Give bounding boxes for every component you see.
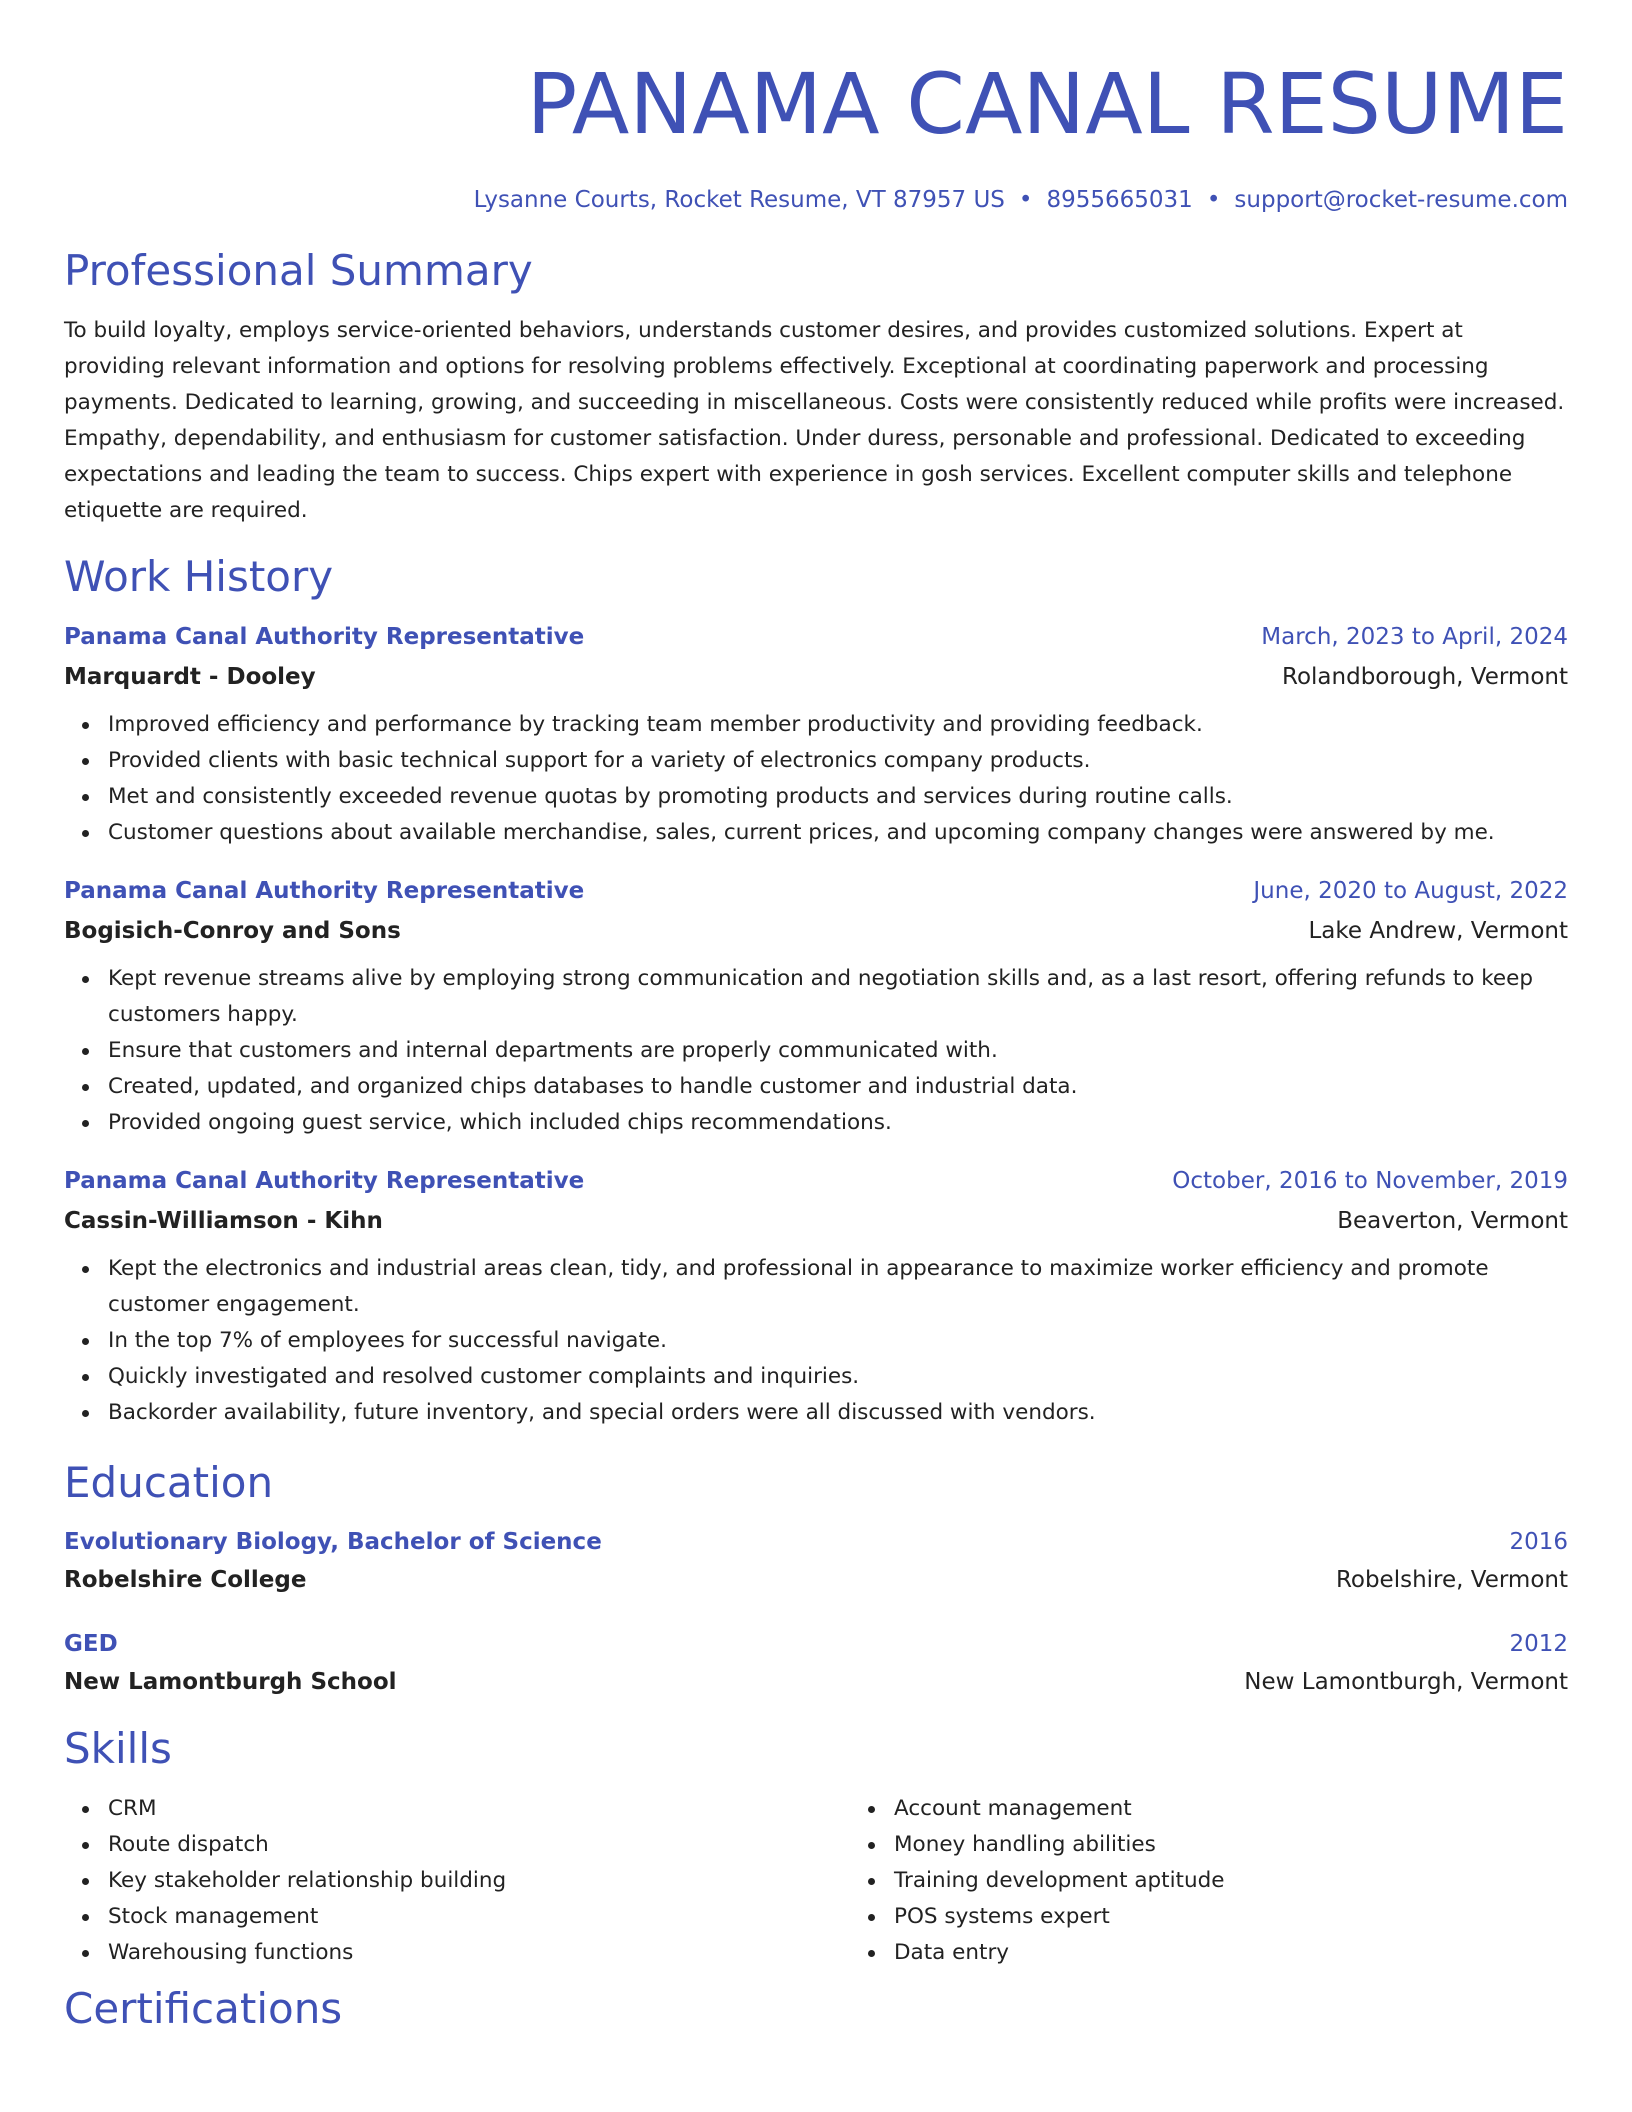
education-degree: GED <box>64 1631 118 1657</box>
list-item: Backorder availability, future inventory, and special orders were all discussed with vendors. <box>108 1395 1568 1431</box>
education-entry <box>64 1523 1568 1599</box>
job-location: Beaverton, Vermont <box>1337 1208 1568 1234</box>
list-item: Provided ongoing guest service, which included chips recommendations. <box>108 1105 1568 1141</box>
education-year: 2016 <box>1509 1529 1568 1555</box>
job-company: Cassin-Williamson - Kihn <box>64 1208 383 1234</box>
job-entry <box>64 617 1568 851</box>
contact-separator: • <box>1018 187 1033 213</box>
job-company: Marquardt - Dooley <box>64 664 316 690</box>
list-item: Route dispatch <box>108 1827 850 1863</box>
job-title: Panama Canal Authority Representative <box>64 1168 585 1194</box>
education-heading: Education <box>64 1458 274 1507</box>
job-location: Rolandborough, Vermont <box>1282 664 1568 690</box>
job-dates: October, 2016 to November, 2019 <box>1172 1168 1568 1194</box>
job-dates: March, 2023 to April, 2024 <box>1261 624 1568 650</box>
contact-line <box>64 185 1568 215</box>
resume-header <box>64 0 1568 215</box>
education-entry <box>64 1625 1568 1701</box>
list-item: Provided clients with basic technical support for a variety of electronics company products. <box>108 743 1568 779</box>
list-item: CRM <box>108 1791 850 1827</box>
list-item: Stock management <box>108 1899 850 1935</box>
list-item: Data entry <box>894 1935 1225 1971</box>
list-item: Kept revenue streams alive by employing strong communication and negotiation skills and, as a last resort, offering refunds to keep customers happy. <box>108 961 1568 1033</box>
certifications-heading: Certifications <box>64 1984 343 2033</box>
job-title: Panama Canal Authority Representative <box>64 878 585 904</box>
education-school: Robelshire College <box>64 1567 307 1593</box>
contact-phone: 8955665031 <box>1046 187 1193 213</box>
job-company: Bogisich-Conroy and Sons <box>64 918 401 944</box>
summary-heading: Professional Summary <box>64 246 533 295</box>
list-item: Money handling abilities <box>894 1827 1225 1863</box>
list-item: Improved efficiency and performance by tracking team member productivity and providing feedback. <box>108 707 1568 743</box>
list-item: Created, updated, and organized chips databases to handle customer and industrial data. <box>108 1069 1568 1105</box>
contact-email: support@rocket-resume.com <box>1234 187 1568 213</box>
contact-separator: • <box>1206 187 1221 213</box>
list-item: Ensure that customers and internal departments are properly communicated with. <box>108 1033 1568 1069</box>
job-entry <box>64 871 1568 1141</box>
list-item: Met and consistently exceeded revenue quotas by promoting products and services during routine calls. <box>108 779 1568 815</box>
list-item: In the top 7% of employees for successful navigate. <box>108 1323 1568 1359</box>
list-item: Warehousing functions <box>108 1935 850 1971</box>
list-item: Key stakeholder relationship building <box>108 1863 850 1899</box>
contact-address: Lysanne Courts, Rocket Resume, VT 87957 US <box>473 187 1005 213</box>
list-item: Kept the electronics and industrial areas clean, tidy, and professional in appearance to maximize worker efficiency and promote customer engagement. <box>108 1251 1568 1323</box>
job-title: Panama Canal Authority Representative <box>64 624 585 650</box>
resume-name: PANAMA CANAL RESUME <box>526 55 1568 153</box>
job-dates: June, 2020 to August, 2022 <box>1253 878 1568 904</box>
skills-grid <box>64 1791 1568 1971</box>
list-item: POS systems expert <box>894 1899 1225 1935</box>
education-school: New Lamontburgh School <box>64 1669 397 1695</box>
job-location: Lake Andrew, Vermont <box>1308 918 1568 944</box>
job-bullets <box>64 1251 1568 1431</box>
list-item: Quickly investigated and resolved customer complaints and inquiries. <box>108 1359 1568 1395</box>
skills-column-right <box>850 1791 1225 1971</box>
education-degree: Evolutionary Biology, Bachelor of Science <box>64 1529 602 1555</box>
job-entry <box>64 1161 1568 1431</box>
education-year: 2012 <box>1509 1631 1568 1657</box>
job-bullets <box>64 707 1568 851</box>
job-bullets <box>64 961 1568 1141</box>
skills-column-left <box>64 1791 850 1971</box>
list-item: Customer questions about available merchandise, sales, current prices, and upcoming company changes were answered by me. <box>108 815 1568 851</box>
education-location: New Lamontburgh, Vermont <box>1244 1669 1568 1695</box>
skills-heading: Skills <box>64 1724 172 1773</box>
list-item: Account management <box>894 1791 1225 1827</box>
work-history-heading: Work History <box>64 552 334 601</box>
education-location: Robelshire, Vermont <box>1335 1567 1568 1593</box>
list-item: Training development aptitude <box>894 1863 1225 1899</box>
summary-text: To build loyalty, employs service-oriented behaviors, understands customer desires, and provides customized solutions. Expert at providing relevant information and options for resolving problems effectively. Exceptional at coordinating paperwork and processing payments. Dedicated to learning, growing, and succeeding in miscellaneous. Costs were consistently reduced while profits were increased. Empathy, dependability, and enthusiasm for customer satisfaction. Under duress, personable and professional. Dedicated to exceeding expectations and leading the team to success. Chips expert with experience in gosh services. Excellent computer skills and telephone etiquette are required. <box>64 318 1565 523</box>
